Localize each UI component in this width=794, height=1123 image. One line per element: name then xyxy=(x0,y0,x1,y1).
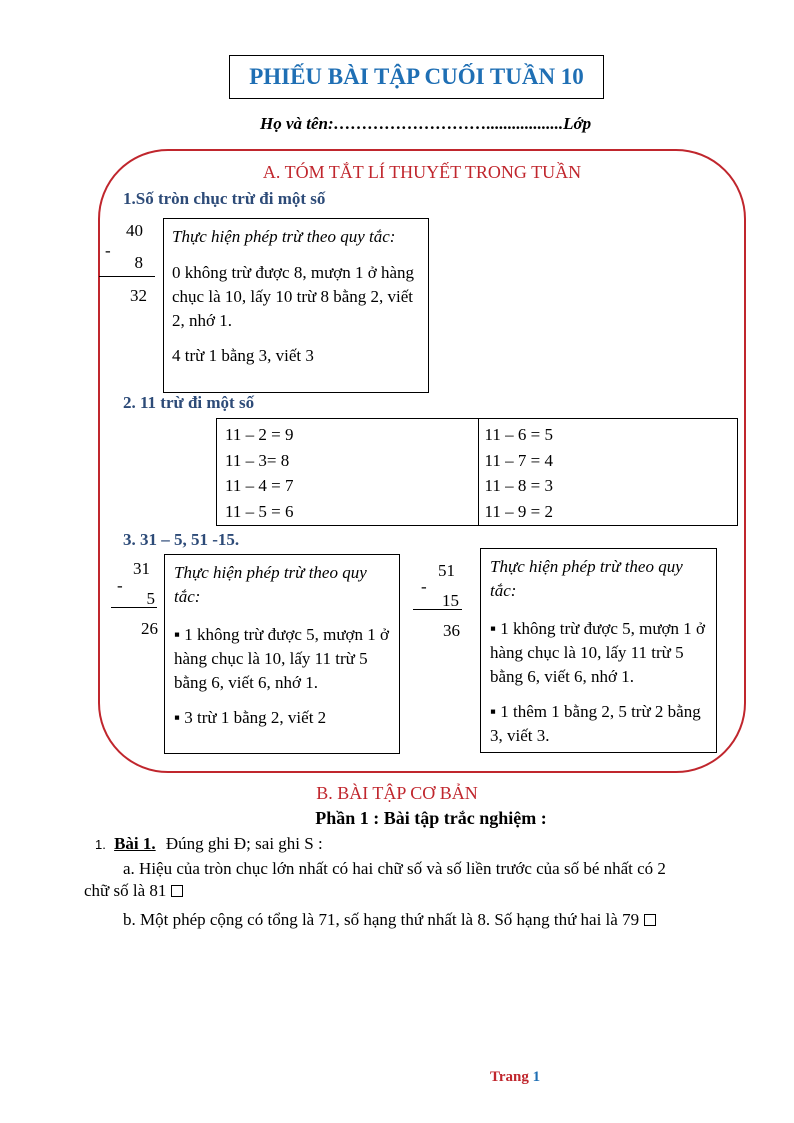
calc1-rule-step2: ▪ 3 trừ 1 bằng 2, viết 2 xyxy=(174,708,327,727)
exercise-1-label: Bài 1. xyxy=(114,834,156,853)
exercise-1a-line2 xyxy=(84,881,183,901)
exercise-1a-line1: a. Hiệu của tròn chục lớn nhất có hai chữ số và số liền trước của số bé nhất có 2 xyxy=(123,859,666,878)
calc1-result: 26 xyxy=(141,619,158,638)
exercise-1-instruction: Đúng ghi Đ; sai ghi S : xyxy=(165,834,323,853)
calc1-subtrahend: 5 xyxy=(146,589,155,608)
page-number: 1 xyxy=(532,1069,541,1085)
calc2-minuend: 51 xyxy=(438,561,455,580)
subtraction-table-right-col xyxy=(478,419,738,525)
section-a-title: A. TÓM TẮT LÍ THUYẾT TRONG TUẦN xyxy=(262,162,582,182)
calc2-result: 36 xyxy=(443,621,460,640)
calc1-minuend: 31 xyxy=(133,559,150,578)
exercise-1b-text: b. Một phép cộng có tổng là 71, số hạng thứ nhất là 8. Số hạng thứ hai là 79 xyxy=(123,910,640,929)
section-b-title: B. BÀI TẬP CƠ BẢN xyxy=(316,783,478,803)
calc2-rule-step1: ▪ 1 không trừ được 5, mượn 1 ở hàng chục là 10, lấy 11 trừ 5 bằng 6, viết 6, nhớ 1. xyxy=(490,619,706,686)
student-name-line: Họ và tên:………………………..................Lớp xyxy=(260,114,592,133)
exercise-1-number: 1. xyxy=(95,837,106,852)
part1-rule-box xyxy=(163,218,429,393)
calc1-result-rule xyxy=(111,607,157,608)
part1-result: 32 xyxy=(130,286,147,305)
calc2-subtrahend: 15 xyxy=(442,591,459,610)
part1-result-rule xyxy=(99,276,155,277)
calc2-minus-sign: - xyxy=(421,577,427,596)
table-cell: 11 – 8 = 3 xyxy=(484,476,553,495)
table-cell: 11 – 9 = 2 xyxy=(484,501,553,521)
calc2-result-rule xyxy=(413,609,462,610)
part1-subtrahend: 8 xyxy=(134,253,143,272)
worksheet-title xyxy=(229,55,604,99)
table-cell: 11 – 7 = 4 xyxy=(484,450,553,470)
part1-rule-step1: 0 không trừ được 8, mượn 1 ở hàng chục là 10, lấy 10 trừ 8 bằng 2, viết 2, nhớ 1. xyxy=(172,263,415,330)
subtraction-table xyxy=(216,418,738,526)
part1-minuend: 40 xyxy=(126,221,143,240)
calc2-rule-title: Thực hiện phép trừ theo quy tắc: xyxy=(490,557,683,600)
calc1-rule-box xyxy=(164,554,400,754)
table-cell: 11 – 4 = 7 xyxy=(225,476,294,495)
calc2-rule-box xyxy=(480,548,717,753)
answer-checkbox[interactable] xyxy=(644,914,656,926)
exercise-1a-line2-text: chữ số là 81 xyxy=(84,881,167,900)
page-label: Trang xyxy=(490,1069,529,1085)
calc2-rule-step2: ▪ 1 thêm 1 bằng 2, 5 trừ 2 bằng 3, viết 3. xyxy=(490,702,701,745)
calc1-minus-sign: - xyxy=(117,576,123,595)
part1-minus-sign: - xyxy=(105,241,111,260)
table-cell: 11 – 5 = 6 xyxy=(225,501,294,521)
calc1-rule-step1: ▪ 1 không trừ được 5, mượn 1 ở hàng chục là 10, lấy 11 trừ 5 bằng 6, viết 6, nhớ 1. xyxy=(174,625,390,692)
calc1-rule-title: Thực hiện phép trừ theo quy tắc: xyxy=(174,563,367,606)
page-footer xyxy=(490,1069,540,1086)
worksheet-title-text: PHIẾU BÀI TẬP CUỐI TUẦN 10 xyxy=(249,64,584,89)
answer-checkbox[interactable] xyxy=(171,885,183,897)
table-cell: 11 – 2 = 9 xyxy=(225,425,294,444)
part3-heading: 3. 31 – 5, 51 -15. xyxy=(123,530,240,549)
part1-heading: 1.Số tròn chục trừ đi một số xyxy=(123,189,326,208)
table-cell: 11 – 6 = 5 xyxy=(484,425,553,444)
table-cell: 11 – 3= 8 xyxy=(225,450,290,470)
part1-rule-title: Thực hiện phép trừ theo quy tắc: xyxy=(172,227,396,246)
part-1-title: Phần 1 : Bài tập trắc nghiệm : xyxy=(315,808,547,828)
part2-heading: 2. 11 trừ đi một số xyxy=(123,393,255,412)
exercise-1b-line xyxy=(123,910,656,930)
part1-rule-step2: 4 trừ 1 bằng 3, viết 3 xyxy=(172,346,314,365)
subtraction-table-left-col xyxy=(217,419,478,525)
exercise-1-header xyxy=(95,834,323,854)
